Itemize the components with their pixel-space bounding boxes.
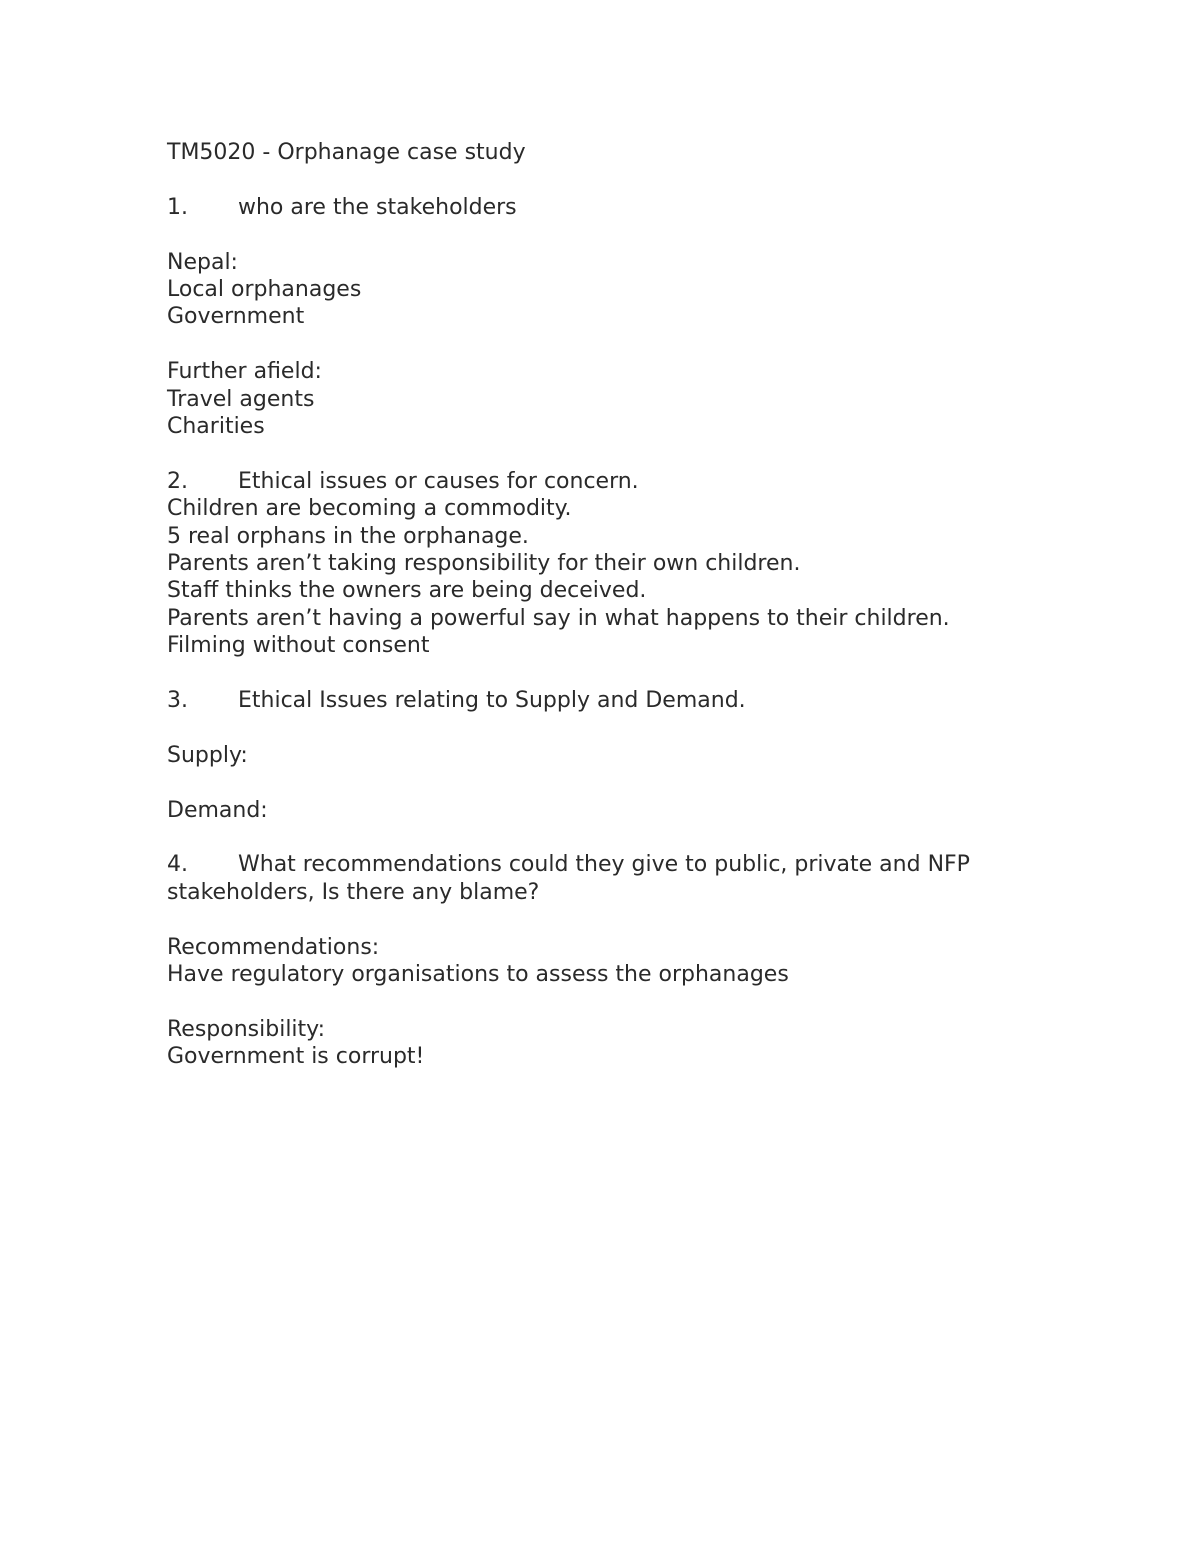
question-4-text: What recommendations could they give to public, private and NFP (238, 852, 970, 878)
question-3 (167, 687, 1067, 714)
concern-item: Parents aren’t taking responsibility for their own children. (167, 551, 801, 577)
demand-heading: Demand: (167, 797, 268, 823)
question-1-text: who are the stakeholders (238, 194, 517, 220)
question-2 (167, 468, 1067, 495)
document-title: TM5020 - Orphanage case study (167, 140, 526, 165)
question-4-text-continued: stakeholders, Is there any blame? (167, 879, 540, 905)
concern-item: 5 real orphans in the orphanage. (167, 523, 529, 549)
question-2-text: Ethical issues or causes for concern. (238, 468, 639, 494)
blank-line (167, 440, 1067, 467)
blank-line (167, 166, 1067, 193)
question-3-number: 3. (167, 688, 188, 714)
blank-line (167, 660, 1067, 687)
concern-item: Children are becoming a commodity. (167, 496, 572, 522)
nepal-item: Government (167, 304, 305, 330)
nepal-heading: Nepal: (167, 249, 238, 275)
recommendation-item: Have regulatory organisations to assess the orphanages (167, 962, 789, 988)
blank-line (167, 331, 1067, 358)
blank-line (167, 221, 1067, 248)
concern-item: Parents aren’t having a powerful say in what happens to their children. (167, 605, 950, 631)
blank-line (167, 769, 1067, 796)
blank-line (167, 824, 1067, 851)
question-3-text: Ethical Issues relating to Supply and Demand. (238, 688, 746, 714)
document-body (167, 139, 1067, 1071)
concern-item: Staff thinks the owners are being deceived. (167, 578, 647, 604)
concern-item: Filming without consent (167, 633, 430, 659)
question-2-number: 2. (167, 468, 188, 494)
blank-line (167, 988, 1067, 1015)
further-afield-heading: Further afield: (167, 359, 322, 385)
blank-line (167, 906, 1067, 933)
question-4-number: 4. (167, 852, 188, 878)
responsibility-heading: Responsibility: (167, 1016, 325, 1042)
question-1 (167, 194, 1067, 221)
nepal-item: Local orphanages (167, 277, 362, 302)
responsibility-item: Government is corrupt! (167, 1044, 425, 1070)
question-4 (167, 851, 1067, 878)
question-1-number: 1. (167, 194, 188, 220)
further-afield-item: Travel agents (167, 386, 315, 412)
recommendations-heading: Recommendations: (167, 934, 380, 960)
further-afield-item: Charities (167, 414, 265, 440)
supply-heading: Supply: (167, 742, 248, 768)
blank-line (167, 714, 1067, 741)
